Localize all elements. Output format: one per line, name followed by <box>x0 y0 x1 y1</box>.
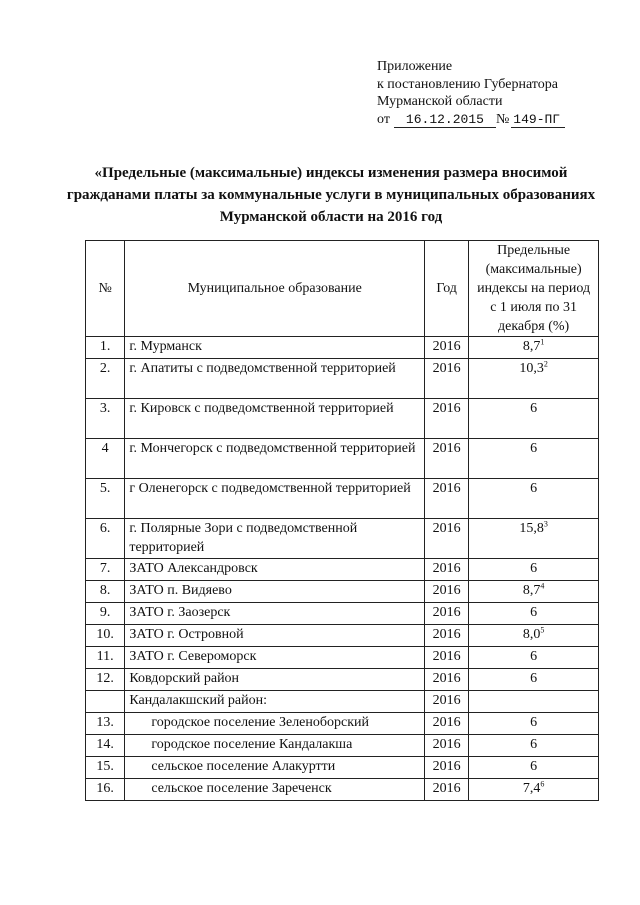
row-number: 3. <box>86 399 125 439</box>
row-municipality: городское поселение Кандалакша <box>125 735 425 757</box>
row-index-cell <box>469 359 599 399</box>
row-year: 2016 <box>425 647 469 669</box>
row-municipality: Кандалакшский район: <box>125 691 425 713</box>
row-municipality: г. Мончегорск с подведомственной территорией <box>125 439 425 479</box>
row-index-value: 6 <box>530 561 538 576</box>
decree-number: 149-ПГ <box>511 113 565 128</box>
table-row <box>86 399 599 439</box>
number-sign: № <box>495 111 510 127</box>
row-number: 1. <box>86 337 125 359</box>
row-municipality: ЗАТО г. Заозерск <box>125 603 425 625</box>
header-municipality: Муниципальное образование <box>125 241 425 337</box>
appendix-region: Мурманской области <box>377 94 503 109</box>
row-year: 2016 <box>425 581 469 603</box>
table-row <box>86 691 599 713</box>
row-index-cell <box>469 519 599 559</box>
row-number: 15. <box>86 757 125 779</box>
row-municipality: г. Кировск с подведомственной территорией <box>125 399 425 439</box>
row-footnote-mark: 1 <box>540 337 545 347</box>
appendix-block <box>377 58 565 128</box>
row-number: 5. <box>86 479 125 519</box>
row-index-value: 8,0 <box>522 627 541 642</box>
row-index-cell <box>469 757 599 779</box>
row-number: 12. <box>86 669 125 691</box>
row-number: 4 <box>86 439 125 479</box>
table-row <box>86 559 599 581</box>
row-number: 10. <box>86 625 125 647</box>
row-index-value: 6 <box>530 481 538 496</box>
row-year: 2016 <box>425 603 469 625</box>
appendix-title: Приложение <box>377 59 453 74</box>
row-municipality: сельское поселение Алакуртти <box>125 757 425 779</box>
row-municipality: городское поселение Зеленоборский <box>125 713 425 735</box>
row-index-cell <box>469 691 599 713</box>
row-municipality: ЗАТО г. Островной <box>125 625 425 647</box>
table-row <box>86 337 599 359</box>
row-municipality: г. Мурманск <box>125 337 425 359</box>
row-index-value: 6 <box>530 401 538 416</box>
table-row <box>86 479 599 519</box>
row-index-cell <box>469 399 599 439</box>
row-number: 7. <box>86 559 125 581</box>
row-number: 2. <box>86 359 125 399</box>
row-index-cell <box>469 581 599 603</box>
row-year: 2016 <box>425 439 469 479</box>
table-row <box>86 647 599 669</box>
row-municipality: Ковдорский район <box>125 669 425 691</box>
table-row <box>86 669 599 691</box>
row-footnote-mark: 5 <box>540 625 545 635</box>
table-row <box>86 779 599 801</box>
row-index-cell <box>469 735 599 757</box>
row-index-value: 10,3 <box>519 361 544 376</box>
row-number: 6. <box>86 519 125 559</box>
row-footnote-mark: 2 <box>543 359 548 369</box>
row-municipality: ЗАТО Александровск <box>125 559 425 581</box>
row-index-value: 6 <box>530 671 538 686</box>
row-municipality: г. Апатиты с подведомственной территорией <box>125 359 425 399</box>
row-number: 9. <box>86 603 125 625</box>
document-title: «Предельные (максимальные) индексы изменения размера вносимой гражданами платы за коммунальные услуги в муниципальных образованиях Мурманской области на 2016 год <box>66 165 596 225</box>
table-row <box>86 519 599 559</box>
row-index-value: 7,4 <box>522 781 541 796</box>
table-row <box>86 713 599 735</box>
row-footnote-mark: 3 <box>543 519 548 529</box>
table-row <box>86 439 599 479</box>
header-year: Год <box>425 241 469 337</box>
row-year: 2016 <box>425 713 469 735</box>
table-row <box>86 581 599 603</box>
row-municipality: сельское поселение Зареченск <box>125 779 425 801</box>
appendix-decree-ref: к постановлению Губернатора <box>377 76 558 92</box>
row-number <box>86 691 125 713</box>
row-index-cell <box>469 337 599 359</box>
header-index: Предельные (максимальные) индексы на период с 1 июля по 31 декабря (%) <box>469 241 599 337</box>
row-index-cell <box>469 625 599 647</box>
row-index-cell <box>469 559 599 581</box>
row-municipality: г. Полярные Зори с подведомственной территорией <box>125 519 425 559</box>
row-municipality: ЗАТО п. Видяево <box>125 581 425 603</box>
row-index-value: 6 <box>530 737 538 752</box>
row-year: 2016 <box>425 399 469 439</box>
row-index-value: 6 <box>530 759 538 774</box>
row-index-value: 6 <box>530 441 538 456</box>
row-number: 16. <box>86 779 125 801</box>
row-footnote-mark: 4 <box>540 581 545 591</box>
row-number: 11. <box>86 647 125 669</box>
indices-table <box>85 240 599 801</box>
table-row <box>86 625 599 647</box>
decree-date: 16.12.2015 <box>394 113 496 128</box>
row-index-value: 15,8 <box>519 521 544 536</box>
table-row <box>86 603 599 625</box>
row-year: 2016 <box>425 757 469 779</box>
table-row <box>86 359 599 399</box>
row-index-value: 6 <box>530 605 538 620</box>
row-footnote-mark: 6 <box>540 779 545 789</box>
row-index-cell <box>469 479 599 519</box>
row-index-cell <box>469 713 599 735</box>
row-index-value: 6 <box>530 649 538 664</box>
row-index-value: 8,7 <box>522 339 541 354</box>
row-municipality: г Оленегорск с подведомственной территорией <box>125 479 425 519</box>
from-label: от <box>377 111 390 127</box>
row-number: 13. <box>86 713 125 735</box>
table-row <box>86 757 599 779</box>
row-index-cell <box>469 669 599 691</box>
header-number: № <box>86 241 125 337</box>
row-index-value: 6 <box>530 715 538 730</box>
row-year: 2016 <box>425 735 469 757</box>
row-index-cell <box>469 439 599 479</box>
table-body <box>86 337 599 801</box>
row-year: 2016 <box>425 479 469 519</box>
row-year: 2016 <box>425 779 469 801</box>
row-year: 2016 <box>425 337 469 359</box>
row-year: 2016 <box>425 625 469 647</box>
table-header-row <box>86 241 599 337</box>
row-year: 2016 <box>425 691 469 713</box>
row-year: 2016 <box>425 669 469 691</box>
appendix-date-line <box>377 111 565 129</box>
row-index-cell <box>469 779 599 801</box>
row-number: 8. <box>86 581 125 603</box>
row-index-cell <box>469 647 599 669</box>
row-year: 2016 <box>425 519 469 559</box>
row-year: 2016 <box>425 559 469 581</box>
row-index-value: 8,7 <box>522 583 541 598</box>
row-year: 2016 <box>425 359 469 399</box>
table-row <box>86 735 599 757</box>
row-index-cell <box>469 603 599 625</box>
row-municipality: ЗАТО г. Североморск <box>125 647 425 669</box>
row-number: 14. <box>86 735 125 757</box>
